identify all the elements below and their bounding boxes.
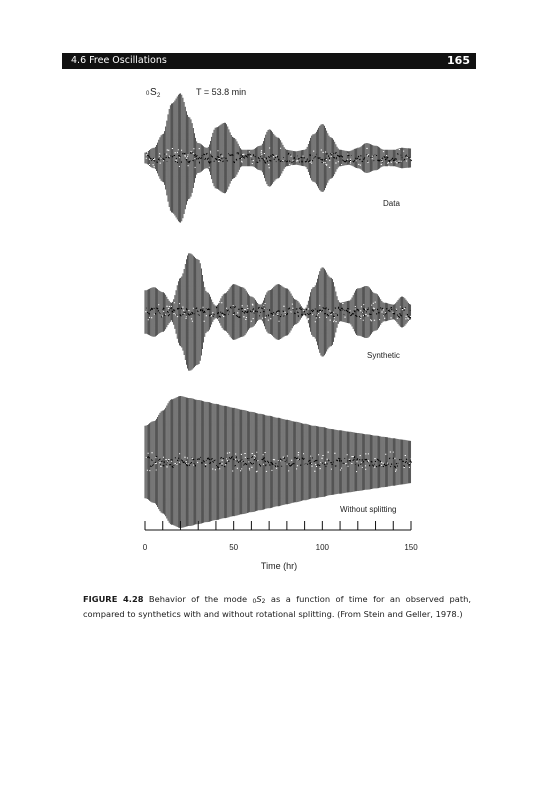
mode-label-sub: 2 bbox=[157, 93, 161, 99]
waveform-trace bbox=[145, 93, 411, 222]
trace-panels bbox=[145, 93, 412, 528]
x-tick-label: 150 bbox=[404, 543, 418, 552]
caption-text-after: as a function of time for an observed path, compared to synthetics with and without rotational splitting. (From Stein and Geller, 1978.) bbox=[83, 594, 472, 619]
trace-panel bbox=[145, 93, 412, 222]
caption-mode-main: S bbox=[256, 594, 262, 604]
x-tick-label: 100 bbox=[315, 543, 330, 552]
figure-caption bbox=[83, 593, 471, 620]
period-label: T = 53.8 min bbox=[196, 87, 247, 97]
mode-label-pre: 0 bbox=[146, 91, 150, 97]
panel-label-data: Data bbox=[383, 199, 400, 208]
x-tick-label: 0 bbox=[142, 543, 148, 552]
mode-label-main: S bbox=[150, 87, 157, 98]
x-axis-label: Time (hr) bbox=[260, 561, 298, 571]
panel-label-without-splitting: Without splitting bbox=[340, 505, 397, 514]
caption-mode-sub-pre: 0 bbox=[252, 598, 257, 605]
mode-label bbox=[146, 87, 161, 99]
x-tick-label: 50 bbox=[229, 543, 239, 552]
caption-text-before: Behavior of the mode bbox=[148, 594, 253, 604]
page-number: 165 bbox=[447, 54, 470, 67]
caption-mode-sub: 2 bbox=[261, 598, 266, 605]
panel-label-synthetic: Synthetic bbox=[367, 351, 400, 360]
section-title: 4.6 Free Oscillations bbox=[71, 55, 167, 66]
figure-label: FIGURE 4.28 bbox=[83, 594, 144, 604]
